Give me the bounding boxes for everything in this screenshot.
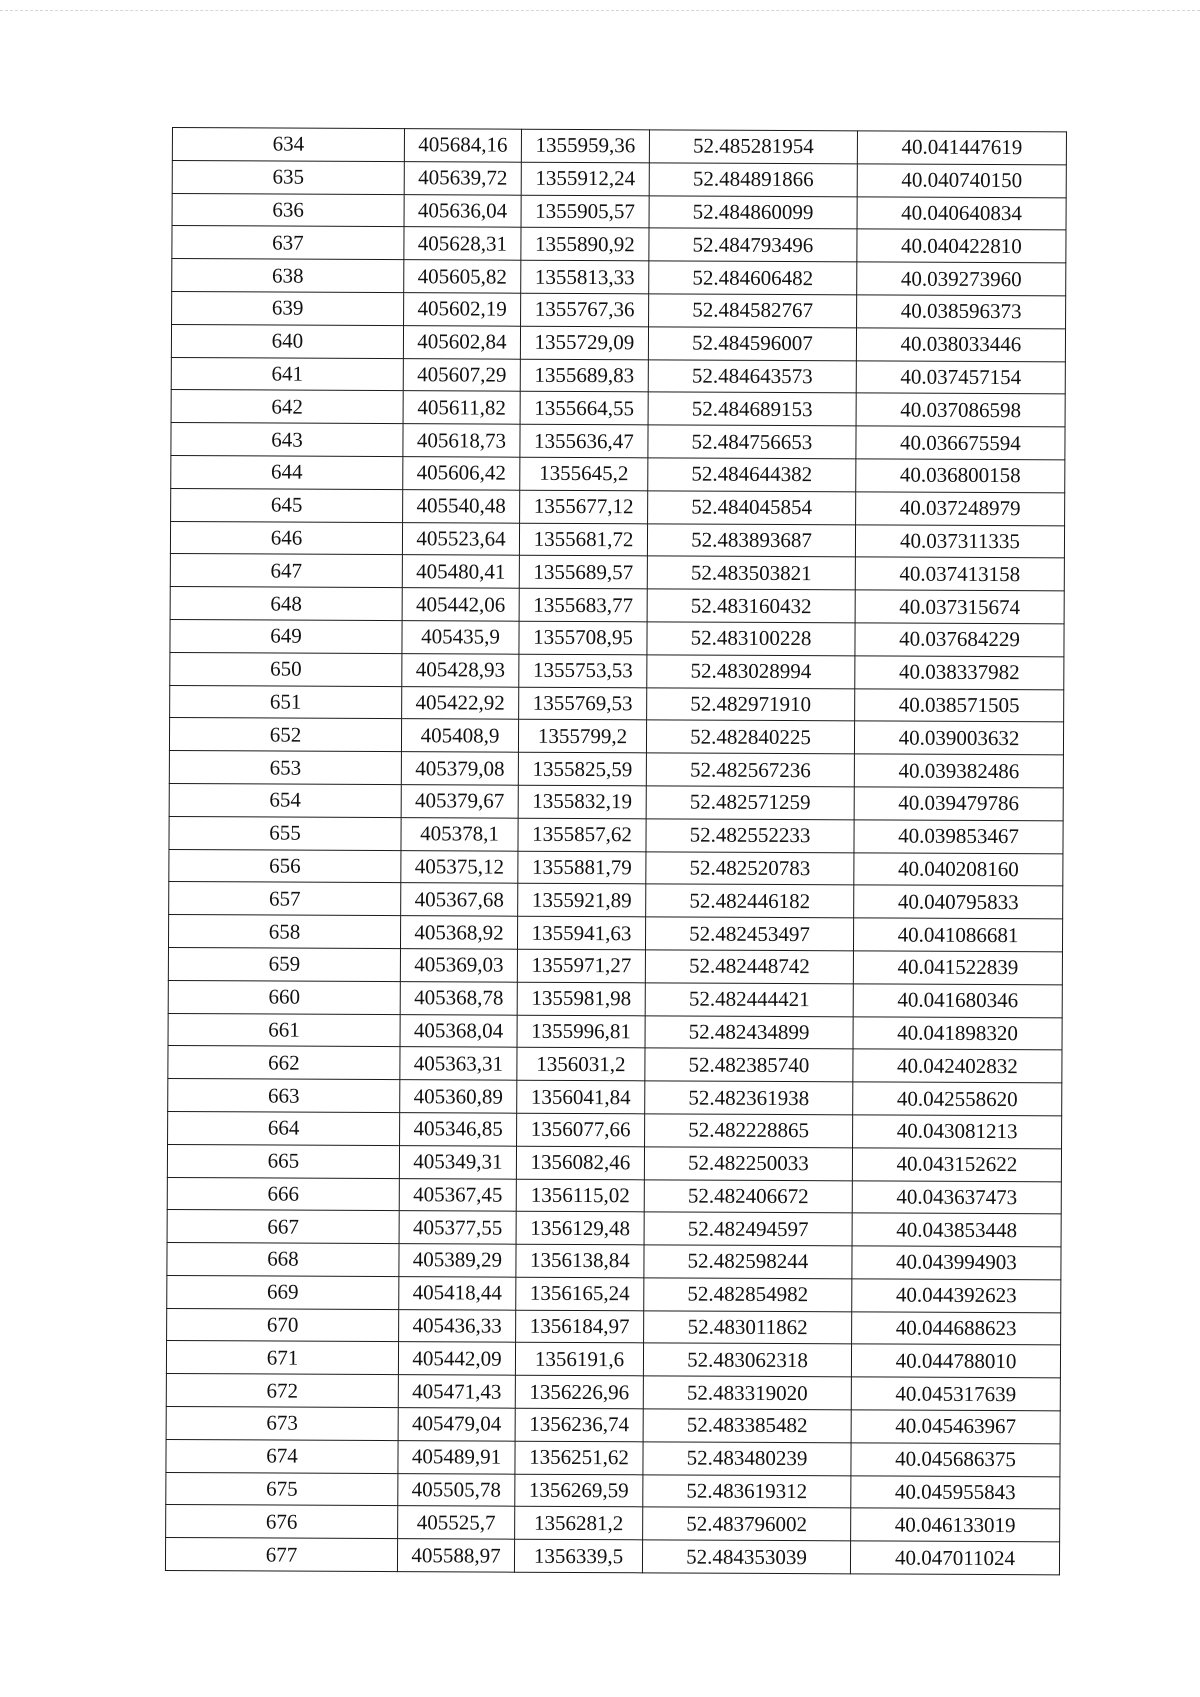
- y-coordinate-cell: 1355905,57: [521, 195, 649, 228]
- point-number-cell: 653: [169, 751, 401, 785]
- longitude-cell: 40.037684229: [855, 623, 1064, 657]
- longitude-cell: 40.045317639: [851, 1377, 1060, 1411]
- x-coordinate-cell: 405611,82: [403, 391, 520, 424]
- table-row: [172, 291, 1066, 328]
- y-coordinate-cell: 1355664,55: [520, 392, 648, 425]
- table-row: [171, 390, 1065, 427]
- point-number-cell: 643: [171, 423, 403, 457]
- point-number-cell: 674: [166, 1439, 398, 1473]
- latitude-cell: 52.483796002: [643, 1507, 851, 1541]
- longitude-cell: 40.043081213: [853, 1115, 1062, 1149]
- table-row: [169, 882, 1063, 919]
- longitude-cell: 40.037457154: [856, 360, 1065, 394]
- x-coordinate-cell: 405378,1: [401, 817, 518, 850]
- y-coordinate-cell: 1356339,5: [514, 1539, 642, 1572]
- y-coordinate-cell: 1355941,63: [517, 916, 645, 949]
- x-coordinate-cell: 405408,9: [401, 719, 518, 752]
- point-number-cell: 659: [168, 947, 400, 981]
- point-number-cell: 646: [170, 521, 402, 555]
- y-coordinate-cell: 1356236,74: [515, 1408, 643, 1441]
- table-row: [165, 1538, 1059, 1575]
- longitude-cell: 40.037315674: [855, 590, 1064, 624]
- point-number-cell: 644: [171, 455, 403, 489]
- latitude-cell: 52.482571259: [646, 786, 854, 820]
- point-number-cell: 654: [169, 783, 401, 817]
- longitude-cell: 40.037086598: [856, 393, 1065, 427]
- latitude-cell: 52.482453497: [645, 917, 853, 951]
- point-number-cell: 676: [166, 1505, 398, 1539]
- latitude-cell: 52.484643573: [648, 359, 856, 393]
- point-number-cell: 651: [170, 685, 402, 719]
- y-coordinate-cell: 1355832,19: [518, 785, 646, 818]
- y-coordinate-cell: 1355799,2: [518, 720, 646, 753]
- x-coordinate-cell: 405422,92: [402, 686, 519, 719]
- longitude-cell: 40.037311335: [855, 524, 1064, 558]
- table-row: [166, 1472, 1060, 1509]
- x-coordinate-cell: 405628,31: [404, 227, 521, 260]
- point-number-cell: 670: [167, 1308, 399, 1342]
- latitude-cell: 52.482598244: [644, 1245, 852, 1279]
- longitude-cell: 40.037248979: [856, 492, 1065, 526]
- y-coordinate-cell: 1356041,84: [517, 1080, 645, 1113]
- longitude-cell: 40.045686375: [851, 1443, 1060, 1477]
- x-coordinate-cell: 405369,03: [400, 949, 517, 982]
- point-number-cell: 660: [168, 980, 400, 1014]
- y-coordinate-cell: 1355981,98: [517, 982, 645, 1015]
- y-coordinate-cell: 1356251,62: [515, 1441, 643, 1474]
- longitude-cell: 40.036800158: [856, 459, 1065, 493]
- point-number-cell: 677: [165, 1538, 397, 1572]
- x-coordinate-cell: 405605,82: [404, 260, 521, 293]
- latitude-cell: 52.484606482: [649, 261, 857, 295]
- table-row: [167, 1210, 1061, 1247]
- point-number-cell: 658: [168, 915, 400, 949]
- coordinates-table-body: [165, 128, 1066, 1575]
- x-coordinate-cell: 405442,06: [402, 588, 519, 621]
- latitude-cell: 52.485281954: [649, 130, 857, 164]
- y-coordinate-cell: 1355813,33: [521, 260, 649, 293]
- longitude-cell: 40.039853467: [854, 820, 1063, 854]
- longitude-cell: 40.041522839: [853, 951, 1062, 985]
- longitude-cell: 40.036675594: [856, 426, 1065, 460]
- latitude-cell: 52.482250033: [644, 1147, 852, 1181]
- table-row: [167, 1177, 1061, 1214]
- x-coordinate-cell: 405349,31: [399, 1145, 516, 1178]
- y-coordinate-cell: 1355708,95: [519, 621, 647, 654]
- y-coordinate-cell: 1356184,97: [516, 1310, 644, 1343]
- table-row: [168, 1046, 1062, 1083]
- y-coordinate-cell: 1356115,02: [516, 1179, 644, 1212]
- y-coordinate-cell: 1355677,12: [520, 490, 648, 523]
- point-number-cell: 636: [172, 193, 404, 227]
- x-coordinate-cell: 405428,93: [402, 653, 519, 686]
- table-row: [168, 947, 1062, 984]
- x-coordinate-cell: 405363,31: [400, 1047, 517, 1080]
- table-row: [172, 226, 1066, 263]
- latitude-cell: 52.482361938: [645, 1081, 853, 1115]
- longitude-cell: 40.043994903: [852, 1246, 1061, 1280]
- x-coordinate-cell: 405505,78: [398, 1473, 515, 1506]
- y-coordinate-cell: 1356165,24: [516, 1277, 644, 1310]
- latitude-cell: 52.484793496: [649, 228, 857, 262]
- table-row: [167, 1243, 1061, 1280]
- table-row: [169, 751, 1063, 788]
- latitude-cell: 52.482840225: [646, 720, 854, 754]
- point-number-cell: 666: [167, 1177, 399, 1211]
- y-coordinate-cell: 1356077,66: [517, 1113, 645, 1146]
- latitude-cell: 52.483385482: [643, 1409, 851, 1443]
- point-number-cell: 673: [166, 1407, 398, 1441]
- y-coordinate-cell: 1356281,2: [515, 1507, 643, 1540]
- x-coordinate-cell: 405607,29: [403, 358, 520, 391]
- table-row: [167, 1144, 1061, 1181]
- scan-edge-line: [0, 10, 1200, 11]
- point-number-cell: 663: [168, 1079, 400, 1113]
- table-row: [170, 652, 1064, 689]
- table-row: [171, 357, 1065, 394]
- table-row: [171, 423, 1065, 460]
- table-row: [167, 1308, 1061, 1345]
- table-row: [171, 488, 1065, 525]
- longitude-cell: 40.039382486: [854, 754, 1063, 788]
- y-coordinate-cell: 1355729,09: [520, 326, 648, 359]
- table-row: [170, 554, 1064, 591]
- latitude-cell: 52.483011862: [644, 1311, 852, 1345]
- longitude-cell: 40.043853448: [852, 1213, 1061, 1247]
- longitude-cell: 40.045955843: [851, 1476, 1060, 1510]
- latitude-cell: 52.483503821: [647, 556, 855, 590]
- table-row: [166, 1341, 1060, 1378]
- latitude-cell: 52.482385740: [645, 1048, 853, 1082]
- x-coordinate-cell: 405435,9: [402, 621, 519, 654]
- latitude-cell: 52.483160432: [647, 589, 855, 623]
- y-coordinate-cell: 1355645,2: [520, 457, 648, 490]
- longitude-cell: 40.046133019: [851, 1508, 1060, 1542]
- coordinates-table: [165, 127, 1067, 1575]
- x-coordinate-cell: 405375,12: [401, 850, 518, 883]
- x-coordinate-cell: 405489,91: [398, 1440, 515, 1473]
- longitude-cell: 40.040208160: [854, 852, 1063, 886]
- longitude-cell: 40.040640834: [857, 196, 1066, 230]
- y-coordinate-cell: 1355636,47: [520, 424, 648, 457]
- longitude-cell: 40.039003632: [854, 721, 1063, 755]
- point-number-cell: 647: [170, 554, 402, 588]
- x-coordinate-cell: 405368,92: [400, 916, 517, 949]
- y-coordinate-cell: 1356129,48: [516, 1211, 644, 1244]
- latitude-cell: 52.482520783: [646, 851, 854, 885]
- longitude-cell: 40.040422810: [857, 229, 1066, 263]
- table-row: [167, 1275, 1061, 1312]
- latitude-cell: 52.482854982: [644, 1278, 852, 1312]
- latitude-cell: 52.484045854: [648, 491, 856, 525]
- point-number-cell: 640: [171, 324, 403, 358]
- longitude-cell: 40.045463967: [851, 1410, 1060, 1444]
- latitude-cell: 52.483480239: [643, 1442, 851, 1476]
- latitude-cell: 52.482446182: [646, 884, 854, 918]
- latitude-cell: 52.484596007: [648, 327, 856, 361]
- point-number-cell: 662: [168, 1046, 400, 1080]
- x-coordinate-cell: 405479,04: [398, 1408, 515, 1441]
- x-coordinate-cell: 405523,64: [402, 522, 519, 555]
- table-row: [171, 324, 1065, 361]
- y-coordinate-cell: 1355767,36: [521, 293, 649, 326]
- longitude-cell: 40.041898320: [853, 1016, 1062, 1050]
- table-row: [168, 1079, 1062, 1116]
- y-coordinate-cell: 1355881,79: [518, 851, 646, 884]
- table-row: [170, 685, 1064, 722]
- longitude-cell: 40.043637473: [852, 1180, 1061, 1214]
- point-number-cell: 668: [167, 1243, 399, 1277]
- latitude-cell: 52.484644382: [648, 458, 856, 492]
- y-coordinate-cell: 1355681,72: [519, 523, 647, 556]
- longitude-cell: 40.038033446: [856, 328, 1065, 362]
- point-number-cell: 669: [167, 1275, 399, 1309]
- x-coordinate-cell: 405367,68: [401, 883, 518, 916]
- point-number-cell: 656: [169, 849, 401, 883]
- longitude-cell: 40.039479786: [854, 787, 1063, 821]
- x-coordinate-cell: 405436,33: [399, 1309, 516, 1342]
- point-number-cell: 664: [168, 1111, 400, 1145]
- table-row: [169, 849, 1063, 886]
- longitude-cell: 40.041447619: [857, 131, 1066, 165]
- table-row: [168, 1111, 1062, 1148]
- x-coordinate-cell: 405368,78: [400, 981, 517, 1014]
- y-coordinate-cell: 1355825,59: [518, 752, 646, 785]
- table-row: [172, 193, 1066, 230]
- latitude-cell: 52.484353039: [642, 1540, 850, 1574]
- point-number-cell: 661: [168, 1013, 400, 1047]
- latitude-cell: 52.482448742: [645, 950, 853, 984]
- longitude-cell: 40.038571505: [855, 688, 1064, 722]
- table-row: [172, 128, 1066, 165]
- y-coordinate-cell: 1355857,62: [518, 818, 646, 851]
- latitude-cell: 52.482434899: [645, 1015, 853, 1049]
- latitude-cell: 52.484860099: [649, 195, 857, 229]
- table-row: [170, 619, 1064, 656]
- y-coordinate-cell: 1355921,89: [518, 884, 646, 917]
- y-coordinate-cell: 1356191,6: [515, 1343, 643, 1376]
- x-coordinate-cell: 405379,08: [401, 752, 518, 785]
- longitude-cell: 40.044788010: [851, 1344, 1060, 1378]
- longitude-cell: 40.041680346: [853, 984, 1062, 1018]
- x-coordinate-cell: 405540,48: [403, 489, 520, 522]
- table-row: [172, 259, 1066, 296]
- y-coordinate-cell: 1355689,83: [520, 359, 648, 392]
- table-row: [172, 160, 1066, 197]
- longitude-cell: 40.044392623: [852, 1279, 1061, 1313]
- table-row: [169, 816, 1063, 853]
- table-row: [171, 455, 1065, 492]
- latitude-cell: 52.483100228: [647, 622, 855, 656]
- y-coordinate-cell: 1355753,53: [519, 654, 647, 687]
- y-coordinate-cell: 1356138,84: [516, 1244, 644, 1277]
- longitude-cell: 40.038596373: [857, 295, 1066, 329]
- point-number-cell: 655: [169, 816, 401, 850]
- latitude-cell: 52.482552233: [646, 819, 854, 853]
- point-number-cell: 634: [172, 128, 404, 162]
- y-coordinate-cell: 1356269,59: [515, 1474, 643, 1507]
- latitude-cell: 52.482567236: [646, 753, 854, 787]
- longitude-cell: 40.041086681: [853, 918, 1062, 952]
- longitude-cell: 40.040795833: [854, 885, 1063, 919]
- table-row: [166, 1439, 1060, 1476]
- latitude-cell: 52.483619312: [643, 1474, 851, 1508]
- y-coordinate-cell: 1355996,81: [517, 1015, 645, 1048]
- longitude-cell: 40.043152622: [852, 1148, 1061, 1182]
- latitude-cell: 52.482971910: [647, 687, 855, 721]
- x-coordinate-cell: 405379,67: [401, 785, 518, 818]
- table-row: [166, 1505, 1060, 1542]
- longitude-cell: 40.039273960: [857, 262, 1066, 296]
- x-coordinate-cell: 405525,7: [398, 1506, 515, 1539]
- x-coordinate-cell: 405636,04: [404, 194, 521, 227]
- y-coordinate-cell: 1355769,53: [519, 687, 647, 720]
- latitude-cell: 52.483319020: [643, 1376, 851, 1410]
- x-coordinate-cell: 405346,85: [400, 1113, 517, 1146]
- point-number-cell: 639: [172, 291, 404, 325]
- y-coordinate-cell: 1355689,57: [519, 556, 647, 589]
- point-number-cell: 675: [166, 1472, 398, 1506]
- x-coordinate-cell: 405367,45: [399, 1178, 516, 1211]
- table-row: [169, 783, 1063, 820]
- longitude-cell: 40.037413158: [855, 557, 1064, 591]
- point-number-cell: 638: [172, 259, 404, 293]
- x-coordinate-cell: 405606,42: [403, 457, 520, 490]
- point-number-cell: 635: [172, 160, 404, 194]
- table-row: [170, 521, 1064, 558]
- x-coordinate-cell: 405618,73: [403, 424, 520, 457]
- y-coordinate-cell: 1355971,27: [517, 949, 645, 982]
- x-coordinate-cell: 405602,19: [404, 293, 521, 326]
- latitude-cell: 52.482494597: [644, 1212, 852, 1246]
- table-row: [168, 915, 1062, 952]
- table-row: [166, 1407, 1060, 1444]
- table-row: [168, 980, 1062, 1017]
- latitude-cell: 52.484582767: [649, 294, 857, 328]
- longitude-cell: 40.038337982: [855, 656, 1064, 690]
- y-coordinate-cell: 1356082,46: [516, 1146, 644, 1179]
- table-row: [169, 718, 1063, 755]
- longitude-cell: 40.042558620: [853, 1082, 1062, 1116]
- x-coordinate-cell: 405684,16: [404, 129, 521, 162]
- y-coordinate-cell: 1355890,92: [521, 228, 649, 261]
- longitude-cell: 40.042402832: [853, 1049, 1062, 1083]
- point-number-cell: 641: [171, 357, 403, 391]
- x-coordinate-cell: 405639,72: [404, 161, 521, 194]
- point-number-cell: 642: [171, 390, 403, 424]
- latitude-cell: 52.484756653: [648, 425, 856, 459]
- x-coordinate-cell: 405471,43: [398, 1375, 515, 1408]
- table-row: [170, 587, 1064, 624]
- latitude-cell: 52.483028994: [647, 655, 855, 689]
- y-coordinate-cell: 1355959,36: [521, 129, 649, 162]
- y-coordinate-cell: 1356031,2: [517, 1048, 645, 1081]
- x-coordinate-cell: 405389,29: [399, 1244, 516, 1277]
- x-coordinate-cell: 405377,55: [399, 1211, 516, 1244]
- point-number-cell: 650: [170, 652, 402, 686]
- x-coordinate-cell: 405360,89: [400, 1080, 517, 1113]
- x-coordinate-cell: 405602,84: [403, 325, 520, 358]
- x-coordinate-cell: 405588,97: [397, 1539, 514, 1572]
- latitude-cell: 52.484689153: [648, 392, 856, 426]
- table-row: [166, 1374, 1060, 1411]
- latitude-cell: 52.482228865: [645, 1114, 853, 1148]
- point-number-cell: 637: [172, 226, 404, 260]
- point-number-cell: 657: [169, 882, 401, 916]
- point-number-cell: 672: [166, 1374, 398, 1408]
- point-number-cell: 648: [170, 587, 402, 621]
- point-number-cell: 652: [169, 718, 401, 752]
- latitude-cell: 52.483062318: [643, 1343, 851, 1377]
- x-coordinate-cell: 405442,09: [398, 1342, 515, 1375]
- point-number-cell: 671: [166, 1341, 398, 1375]
- point-number-cell: 649: [170, 619, 402, 653]
- point-number-cell: 667: [167, 1210, 399, 1244]
- longitude-cell: 40.044688623: [852, 1312, 1061, 1346]
- longitude-cell: 40.040740150: [857, 164, 1066, 198]
- y-coordinate-cell: 1355912,24: [521, 162, 649, 195]
- x-coordinate-cell: 405418,44: [399, 1277, 516, 1310]
- y-coordinate-cell: 1355683,77: [519, 588, 647, 621]
- latitude-cell: 52.482444421: [645, 983, 853, 1017]
- y-coordinate-cell: 1356226,96: [515, 1375, 643, 1408]
- latitude-cell: 52.482406672: [644, 1179, 852, 1213]
- latitude-cell: 52.483893687: [647, 523, 855, 557]
- point-number-cell: 645: [171, 488, 403, 522]
- point-number-cell: 665: [167, 1144, 399, 1178]
- longitude-cell: 40.047011024: [850, 1541, 1059, 1575]
- latitude-cell: 52.484891866: [649, 163, 857, 197]
- table-row: [168, 1013, 1062, 1050]
- x-coordinate-cell: 405480,41: [402, 555, 519, 588]
- x-coordinate-cell: 405368,04: [400, 1014, 517, 1047]
